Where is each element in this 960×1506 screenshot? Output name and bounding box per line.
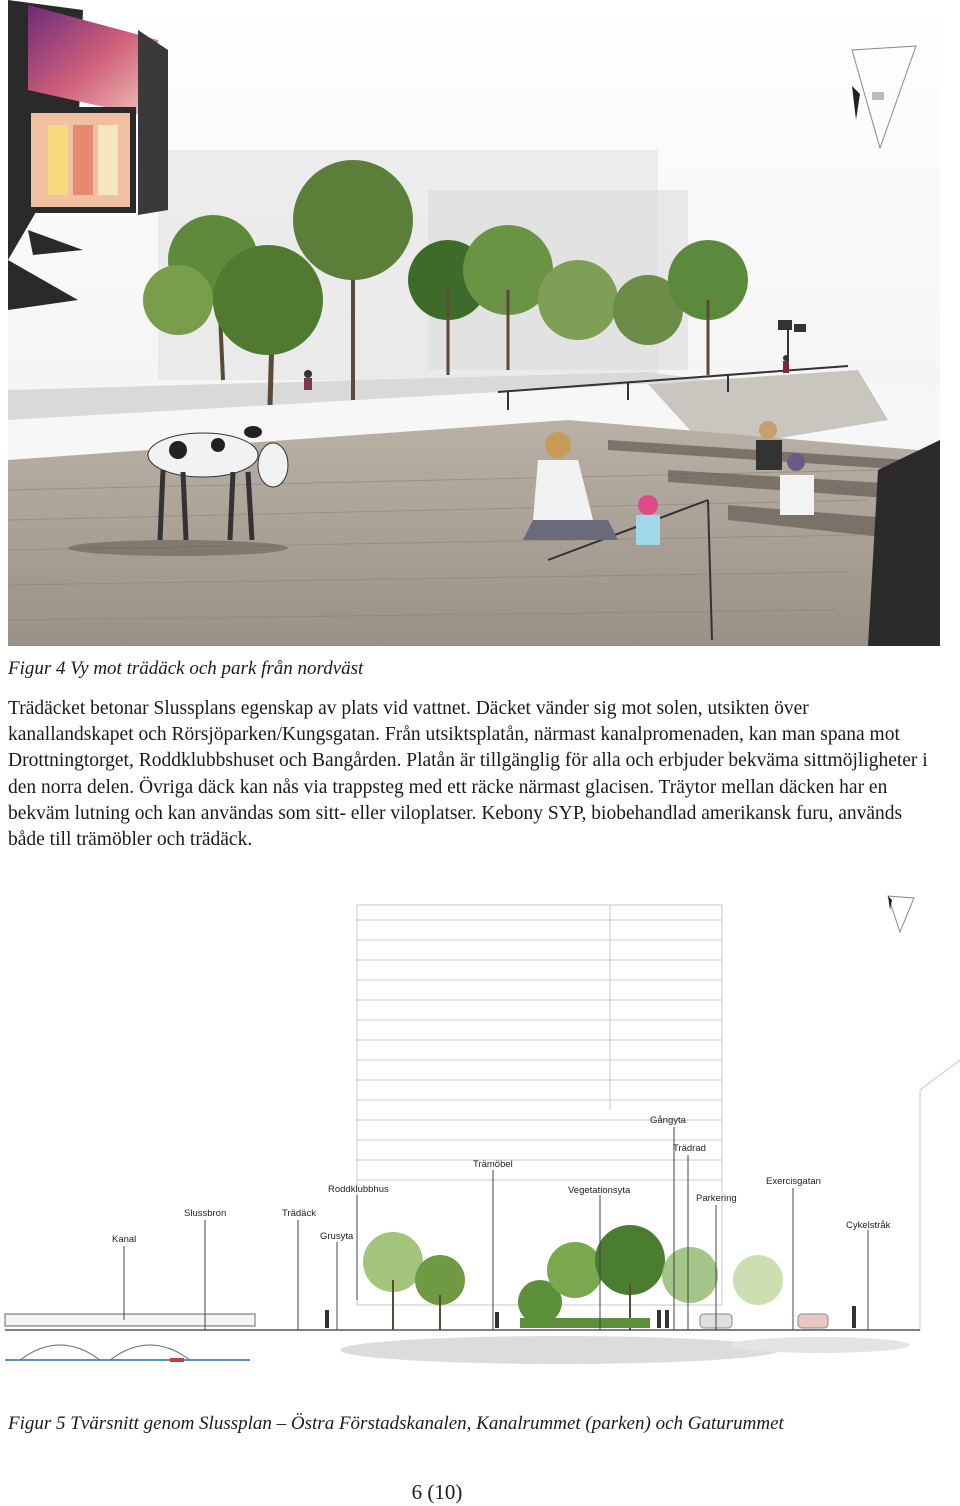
- figure-2-caption: Figur 5 Tvärsnitt genom Slussplan – Östra Förstadskanalen, Kanalrummet (parken) och Gaturummet: [8, 1413, 784, 1434]
- figure-1-rendering: [8, 0, 940, 646]
- label-kanal: Kanal: [112, 1234, 137, 1245]
- label-roddklubbhus: Roddklubbhus: [328, 1184, 389, 1195]
- label-grusyta: Grusyta: [320, 1231, 354, 1242]
- key-map-icon: [850, 44, 920, 150]
- label-gangyta: Gångyta: [650, 1115, 686, 1126]
- label-tradrad: Trädrad: [673, 1143, 706, 1154]
- label-cykelstrak: Cykelstråk: [846, 1220, 891, 1231]
- body-paragraph-text: Trädäcket betonar Slussplans egenskap av plats vid vattnet. Däcket vänder sig mot solen, utsikten över kanallandskapet och Rörsjöparken/Kungsgatan. Från utsiktsplatån, närmast kanalpromenaden, kan man spana mot Drottningtorget, Roddklubbshuset och Bangården. Platån är tillgänglig för alla och erbjuder bekväma sittmöjligheter i den norra delen. Övriga däck kan nås via trappsteg med ett räcke närmast glacisen. Träytor mellan däcken har en bekväm lutning och kan användas som sitt- eller viloplatser. Kebony SYP, biobehandlad amerikansk furu, används både till trämöbler och trädäck.: [8, 698, 928, 851]
- label-tradack: Trädäck: [282, 1208, 316, 1219]
- label-tramobel: Trämöbel: [473, 1159, 513, 1170]
- cross-section-drawing: [0, 890, 960, 1390]
- figure-1-caption: Figur 4 Vy mot trädäck och park från nordväst: [8, 658, 364, 679]
- figure-2-cross-section: [0, 890, 960, 1390]
- label-slussbron: Slussbron: [184, 1208, 227, 1219]
- label-parkering: Parkering: [696, 1193, 737, 1204]
- deck-park-illustration: [8, 0, 940, 646]
- label-exercisgatan: Exercisgatan: [766, 1176, 821, 1187]
- label-vegetationsyta: Vegetationsyta: [568, 1185, 631, 1196]
- body-paragraph: [8, 696, 938, 853]
- page-number: 6 (10): [411, 1480, 463, 1504]
